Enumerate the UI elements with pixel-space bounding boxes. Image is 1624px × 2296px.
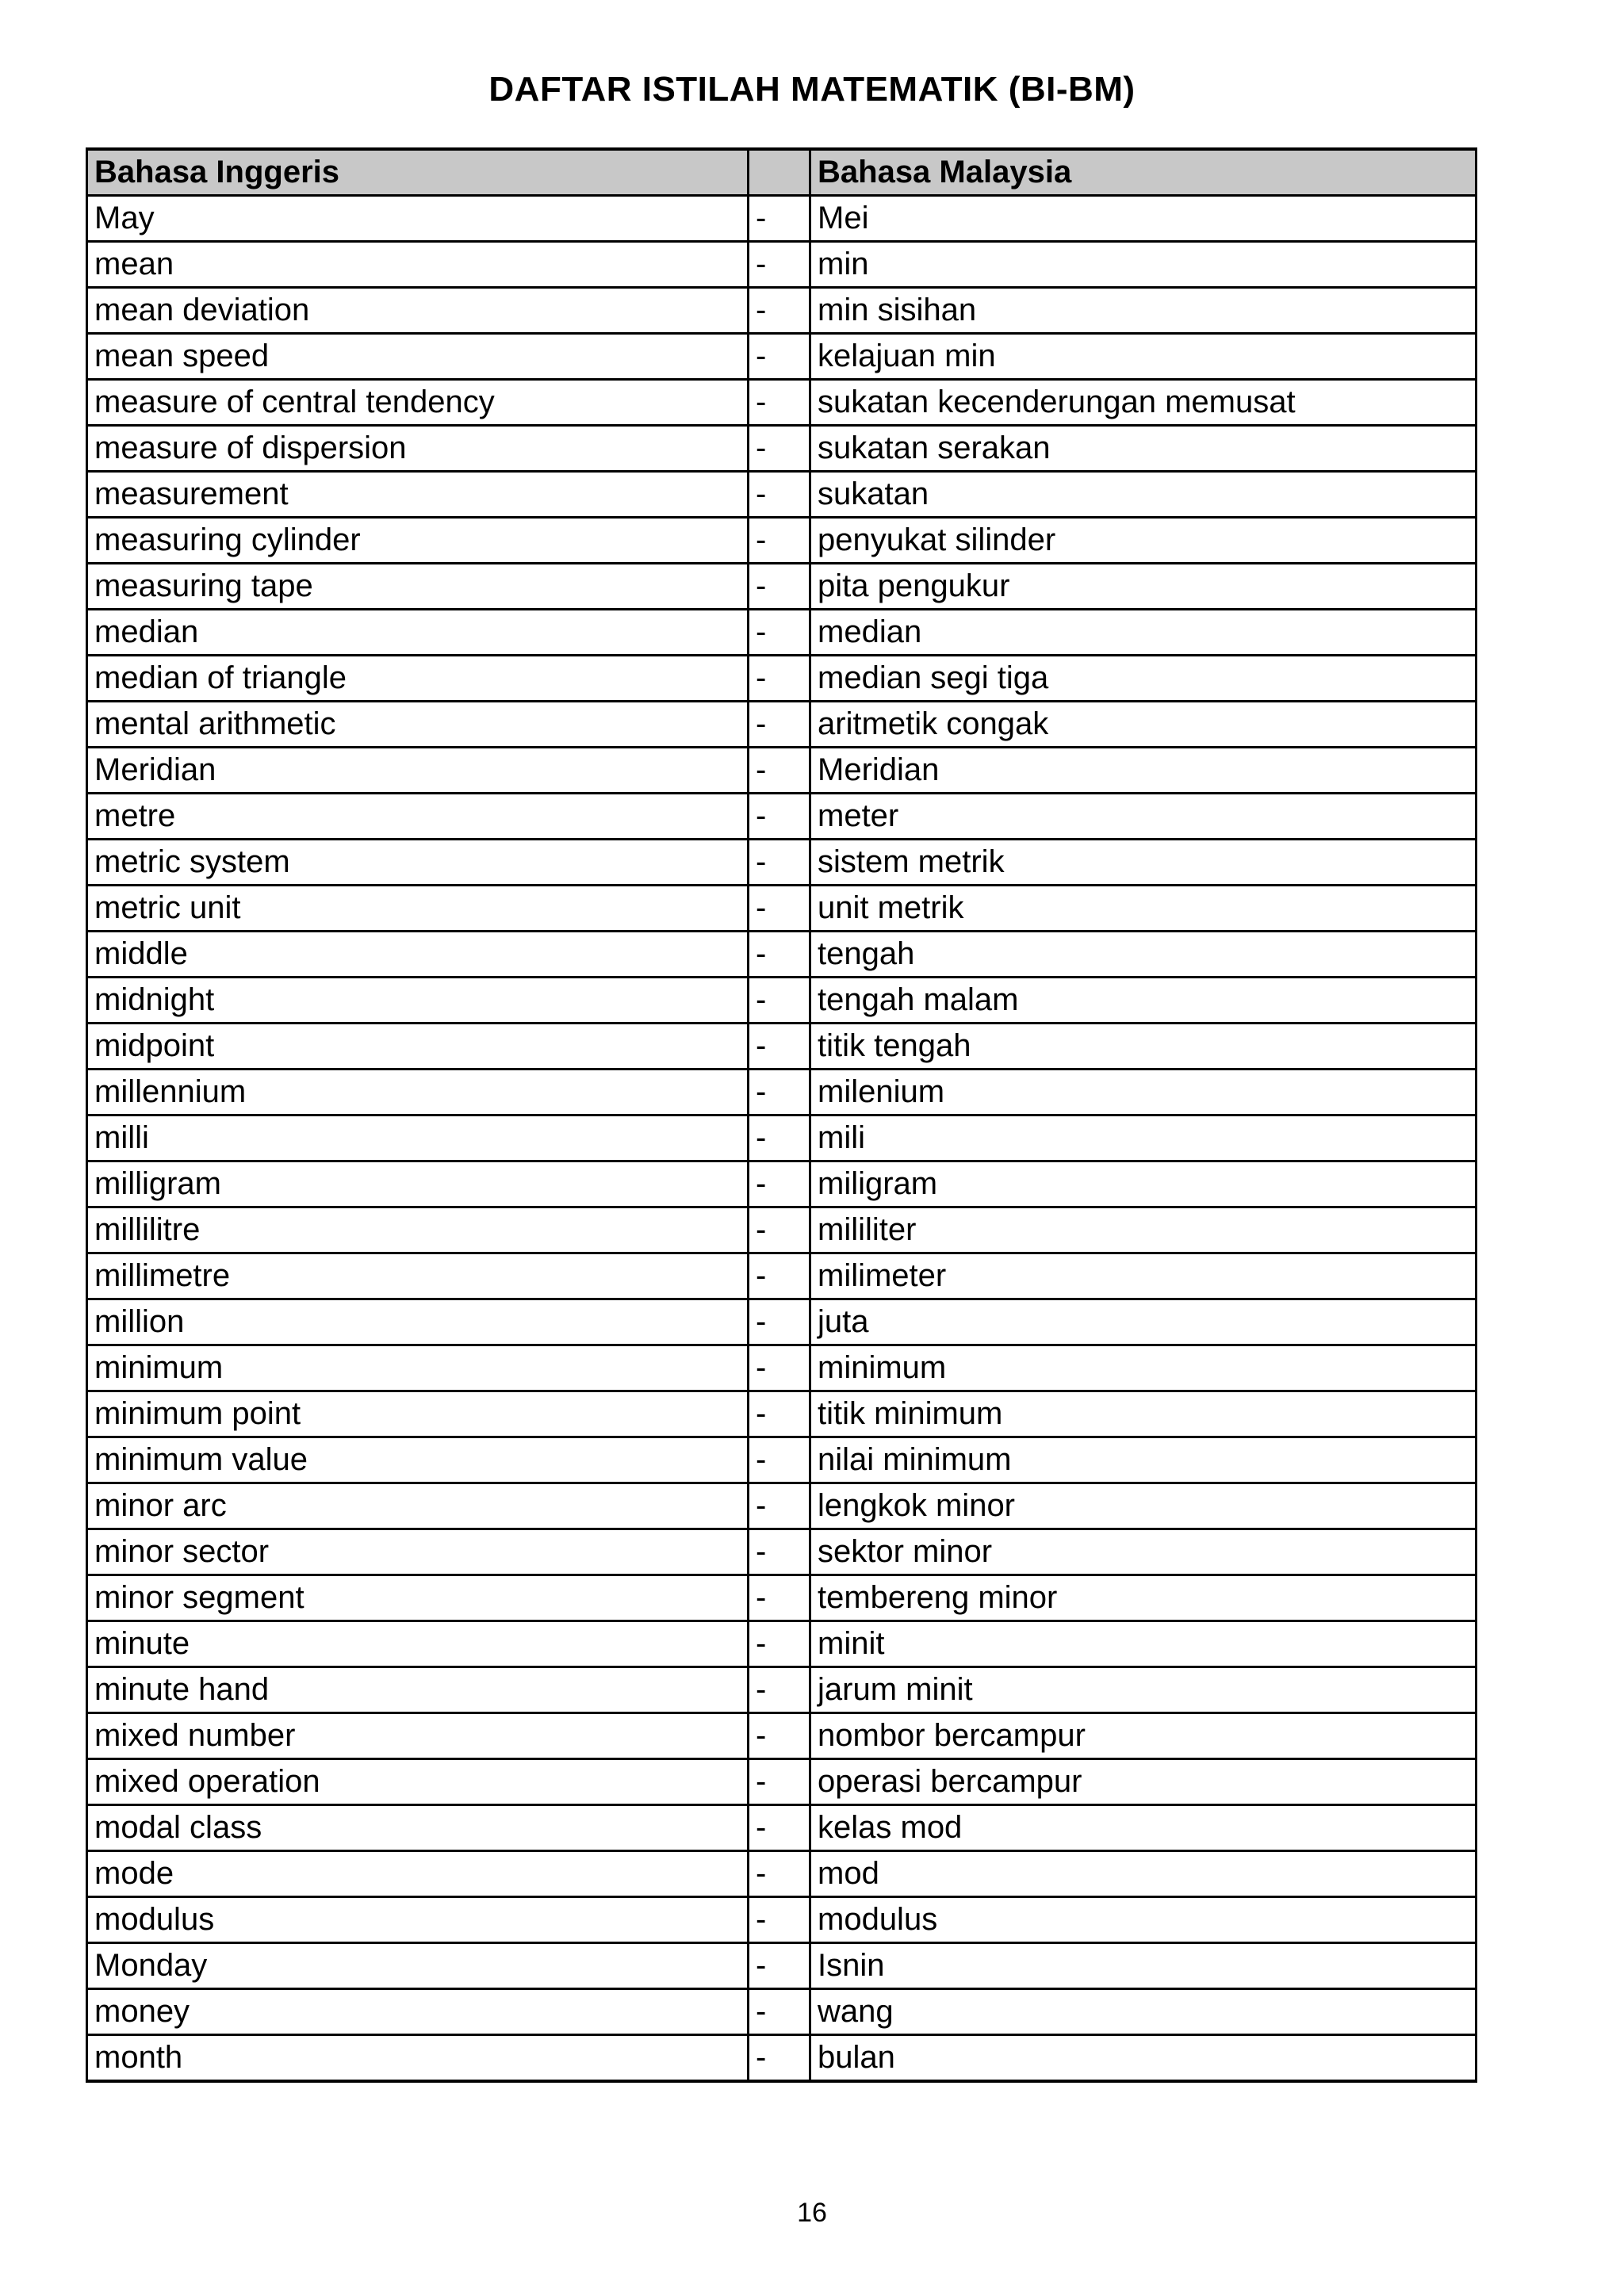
malay-term: min	[810, 242, 1477, 288]
separator-dash: -	[749, 1299, 810, 1345]
table-row	[87, 1759, 1477, 1805]
separator-dash: -	[749, 196, 810, 242]
table-row	[87, 426, 1477, 472]
malay-term: sukatan	[810, 472, 1477, 518]
separator-dash: -	[749, 702, 810, 748]
separator-dash: -	[749, 1575, 810, 1621]
separator-dash: -	[749, 1070, 810, 1115]
malay-term: bulan	[810, 2035, 1477, 2082]
malay-term: wang	[810, 1989, 1477, 2035]
malay-term: milenium	[810, 1070, 1477, 1115]
table-row	[87, 242, 1477, 288]
malay-term: median segi tiga	[810, 656, 1477, 702]
table-row	[87, 1345, 1477, 1391]
table-row	[87, 702, 1477, 748]
malay-term: median	[810, 610, 1477, 656]
table-row	[87, 1437, 1477, 1483]
separator-dash: -	[749, 1161, 810, 1207]
separator-dash: -	[749, 2035, 810, 2082]
malay-term: nombor bercampur	[810, 1713, 1477, 1759]
malay-term: titik tengah	[810, 1024, 1477, 1070]
separator-dash: -	[749, 1115, 810, 1161]
table-row	[87, 840, 1477, 886]
english-term: minimum value	[87, 1437, 749, 1483]
table-row	[87, 1024, 1477, 1070]
english-term: median of triangle	[87, 656, 749, 702]
separator-dash: -	[749, 1667, 810, 1713]
table-row	[87, 1115, 1477, 1161]
separator-dash: -	[749, 840, 810, 886]
english-term: median	[87, 610, 749, 656]
header-separator	[749, 149, 810, 196]
malay-term: sistem metrik	[810, 840, 1477, 886]
malay-term: penyukat silinder	[810, 518, 1477, 564]
separator-dash: -	[749, 1805, 810, 1851]
english-term: minor segment	[87, 1575, 749, 1621]
malay-term: modulus	[810, 1897, 1477, 1943]
table-row	[87, 1989, 1477, 2035]
english-term: measuring tape	[87, 564, 749, 610]
table-row	[87, 1207, 1477, 1253]
table-row	[87, 1851, 1477, 1897]
malay-term: Isnin	[810, 1943, 1477, 1989]
table-row	[87, 794, 1477, 840]
page-number: 16	[797, 2198, 827, 2228]
table-row	[87, 978, 1477, 1024]
separator-dash: -	[749, 472, 810, 518]
table-row	[87, 656, 1477, 702]
separator-dash: -	[749, 1391, 810, 1437]
table-row	[87, 1713, 1477, 1759]
separator-dash: -	[749, 380, 810, 426]
malay-term: mililiter	[810, 1207, 1477, 1253]
separator-dash: -	[749, 1207, 810, 1253]
english-term: millimetre	[87, 1253, 749, 1299]
english-term: minimum point	[87, 1391, 749, 1437]
table-row	[87, 2035, 1477, 2082]
english-term: measurement	[87, 472, 749, 518]
table-row	[87, 610, 1477, 656]
separator-dash: -	[749, 1759, 810, 1805]
english-term: mental arithmetic	[87, 702, 749, 748]
english-term: May	[87, 196, 749, 242]
malay-term: miligram	[810, 1161, 1477, 1207]
english-term: Meridian	[87, 748, 749, 794]
table-row	[87, 1483, 1477, 1529]
malay-term: minit	[810, 1621, 1477, 1667]
malay-term: minimum	[810, 1345, 1477, 1391]
separator-dash: -	[749, 1024, 810, 1070]
separator-dash: -	[749, 1851, 810, 1897]
malay-term: lengkok minor	[810, 1483, 1477, 1529]
english-term: mixed operation	[87, 1759, 749, 1805]
table-row	[87, 1070, 1477, 1115]
separator-dash: -	[749, 748, 810, 794]
malay-term: sektor minor	[810, 1529, 1477, 1575]
malay-term: sukatan serakan	[810, 426, 1477, 472]
english-term: measure of central tendency	[87, 380, 749, 426]
table-row	[87, 1575, 1477, 1621]
malay-term: sukatan kecenderungan memusat	[810, 380, 1477, 426]
malay-term: operasi bercampur	[810, 1759, 1477, 1805]
page-title: DAFTAR ISTILAH MATEMATIK (BI-BM)	[488, 70, 1136, 109]
english-term: metre	[87, 794, 749, 840]
malay-term: unit metrik	[810, 886, 1477, 932]
malay-term: jarum minit	[810, 1667, 1477, 1713]
table-body	[87, 196, 1477, 2082]
english-term: milligram	[87, 1161, 749, 1207]
table-row	[87, 1667, 1477, 1713]
separator-dash: -	[749, 1483, 810, 1529]
table-row	[87, 1391, 1477, 1437]
separator-dash: -	[749, 518, 810, 564]
separator-dash: -	[749, 426, 810, 472]
table-row	[87, 932, 1477, 978]
table-row	[87, 472, 1477, 518]
english-term: minute	[87, 1621, 749, 1667]
separator-dash: -	[749, 610, 810, 656]
separator-dash: -	[749, 932, 810, 978]
header-english: Bahasa Inggeris	[87, 149, 749, 196]
malay-term: nilai minimum	[810, 1437, 1477, 1483]
english-term: million	[87, 1299, 749, 1345]
separator-dash: -	[749, 1253, 810, 1299]
english-term: mixed number	[87, 1713, 749, 1759]
table-row	[87, 748, 1477, 794]
table-row	[87, 1805, 1477, 1851]
malay-term: pita pengukur	[810, 564, 1477, 610]
separator-dash: -	[749, 1621, 810, 1667]
separator-dash: -	[749, 242, 810, 288]
english-term: modulus	[87, 1897, 749, 1943]
separator-dash: -	[749, 564, 810, 610]
separator-dash: -	[749, 656, 810, 702]
english-term: minimum	[87, 1345, 749, 1391]
separator-dash: -	[749, 1713, 810, 1759]
english-term: modal class	[87, 1805, 749, 1851]
english-term: milli	[87, 1115, 749, 1161]
english-term: metric system	[87, 840, 749, 886]
malay-term: tengah malam	[810, 978, 1477, 1024]
separator-dash: -	[749, 794, 810, 840]
header-malay: Bahasa Malaysia	[810, 149, 1477, 196]
malay-term: mili	[810, 1115, 1477, 1161]
malay-term: Meridian	[810, 748, 1477, 794]
glossary-table	[86, 147, 1477, 2083]
table-row	[87, 1529, 1477, 1575]
separator-dash: -	[749, 886, 810, 932]
malay-term: juta	[810, 1299, 1477, 1345]
english-term: metric unit	[87, 886, 749, 932]
english-term: minute hand	[87, 1667, 749, 1713]
separator-dash: -	[749, 1437, 810, 1483]
separator-dash: -	[749, 1345, 810, 1391]
table-row	[87, 1299, 1477, 1345]
separator-dash: -	[749, 1897, 810, 1943]
english-term: mean	[87, 242, 749, 288]
english-term: millennium	[87, 1070, 749, 1115]
malay-term: mod	[810, 1851, 1477, 1897]
english-term: measuring cylinder	[87, 518, 749, 564]
table-row	[87, 380, 1477, 426]
table-row	[87, 1253, 1477, 1299]
table-row	[87, 288, 1477, 334]
english-term: minor arc	[87, 1483, 749, 1529]
separator-dash: -	[749, 1989, 810, 2035]
separator-dash: -	[749, 1529, 810, 1575]
malay-term: tembereng minor	[810, 1575, 1477, 1621]
english-term: middle	[87, 932, 749, 978]
english-term: mean deviation	[87, 288, 749, 334]
english-term: measure of dispersion	[87, 426, 749, 472]
malay-term: milimeter	[810, 1253, 1477, 1299]
separator-dash: -	[749, 1943, 810, 1989]
table-row	[87, 518, 1477, 564]
table-row	[87, 1897, 1477, 1943]
table-row	[87, 564, 1477, 610]
english-term: month	[87, 2035, 749, 2082]
table-row	[87, 1621, 1477, 1667]
separator-dash: -	[749, 978, 810, 1024]
table-row	[87, 886, 1477, 932]
english-term: mode	[87, 1851, 749, 1897]
english-term: millilitre	[87, 1207, 749, 1253]
malay-term: Mei	[810, 196, 1477, 242]
english-term: midpoint	[87, 1024, 749, 1070]
english-term: minor sector	[87, 1529, 749, 1575]
english-term: money	[87, 1989, 749, 2035]
malay-term: min sisihan	[810, 288, 1477, 334]
separator-dash: -	[749, 334, 810, 380]
table-row	[87, 196, 1477, 242]
malay-term: tengah	[810, 932, 1477, 978]
malay-term: meter	[810, 794, 1477, 840]
malay-term: titik minimum	[810, 1391, 1477, 1437]
table-row	[87, 1161, 1477, 1207]
malay-term: kelas mod	[810, 1805, 1477, 1851]
separator-dash: -	[749, 288, 810, 334]
english-term: mean speed	[87, 334, 749, 380]
table-header-row	[87, 149, 1477, 196]
malay-term: aritmetik congak	[810, 702, 1477, 748]
table-row	[87, 334, 1477, 380]
malay-term: kelajuan min	[810, 334, 1477, 380]
table-row	[87, 1943, 1477, 1989]
english-term: Monday	[87, 1943, 749, 1989]
english-term: midnight	[87, 978, 749, 1024]
